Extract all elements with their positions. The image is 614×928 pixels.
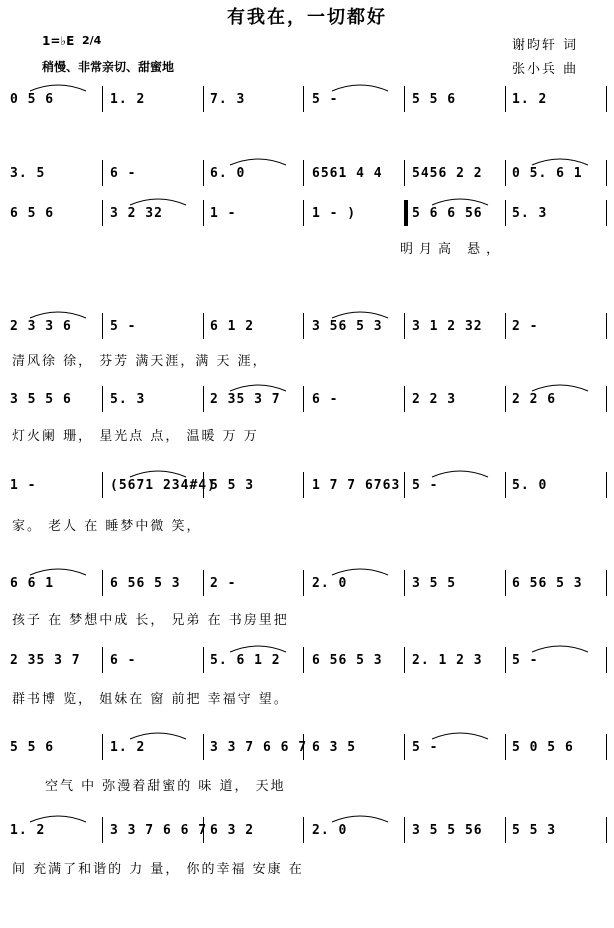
barline <box>102 472 103 498</box>
barline <box>102 313 103 339</box>
barline <box>303 160 304 186</box>
lyrics-line: 家。 老人 在 睡梦中微 笑， <box>12 519 202 534</box>
slur-mark <box>28 82 88 92</box>
barline <box>303 313 304 339</box>
barline <box>404 647 405 673</box>
barline <box>606 472 607 498</box>
measure: 2 35 3 7 <box>10 653 81 668</box>
slur-mark <box>228 643 288 653</box>
barline <box>203 570 204 596</box>
barline <box>303 570 304 596</box>
measure: 3 5 5 <box>412 576 457 591</box>
barline <box>404 313 405 339</box>
measure: 2 2 6 <box>512 392 557 407</box>
measure: 6. 0 <box>210 166 246 181</box>
slur-mark <box>430 730 490 740</box>
measure: 2 3 3 6 <box>10 319 72 334</box>
barline <box>203 647 204 673</box>
barline <box>303 86 304 112</box>
measure: 3. 5 <box>10 166 46 181</box>
barline <box>606 200 607 226</box>
slur-mark <box>28 813 88 823</box>
measure: 0 5. 6 1 <box>512 166 583 181</box>
barline <box>505 86 506 112</box>
measure: 6 3 2 <box>210 823 255 838</box>
measure: 1. 2 <box>512 92 548 107</box>
slur-mark <box>330 813 390 823</box>
measure: 3 5 5 6 <box>10 392 72 407</box>
barline <box>404 570 405 596</box>
measure: 5 - <box>312 92 339 107</box>
measure: 1 7 7 6763 <box>312 478 401 493</box>
measure: 5 - <box>110 319 137 334</box>
slur-mark <box>28 309 88 319</box>
measure: 5 - <box>512 653 539 668</box>
lyrics-line: 灯火阑 珊， 星光点 点， 温暖 万 万 <box>12 429 259 444</box>
measure: 7. 3 <box>210 92 246 107</box>
barline <box>505 313 506 339</box>
barline <box>203 86 204 112</box>
measure: 6 - <box>312 392 339 407</box>
measure: 5. 3 <box>110 392 146 407</box>
measure: 5. 0 <box>512 478 548 493</box>
barline <box>102 647 103 673</box>
measure: 3 3 7 6 6 7 <box>210 740 308 755</box>
slur-mark <box>330 82 390 92</box>
barline <box>404 386 405 412</box>
slur-mark <box>530 156 590 166</box>
measure: 1. 2 <box>110 740 146 755</box>
barline <box>606 570 607 596</box>
barline <box>505 647 506 673</box>
barline <box>203 200 204 226</box>
slur-mark <box>430 468 490 478</box>
key-signature: 1=♭E <box>42 34 75 48</box>
double-barline <box>405 200 408 226</box>
measure: 6 3 5 <box>312 740 357 755</box>
measure: 2 35 3 7 <box>210 392 281 407</box>
barline <box>606 313 607 339</box>
lyrics-line: 空气 中 弥漫着甜蜜的 味 道， 天地 <box>45 779 286 794</box>
barline <box>303 817 304 843</box>
measure: 5. 6 1 2 <box>210 653 281 668</box>
measure: 2. 1 2 3 <box>412 653 483 668</box>
measure: 6 - <box>110 166 137 181</box>
measure: 5. 3 <box>512 206 548 221</box>
slur-mark <box>330 566 390 576</box>
barline <box>102 817 103 843</box>
barline <box>404 734 405 760</box>
measure: 5 5 6 <box>10 740 55 755</box>
measure: 1. 2 <box>110 92 146 107</box>
barline <box>404 86 405 112</box>
barline <box>303 386 304 412</box>
barline <box>505 734 506 760</box>
barline <box>404 160 405 186</box>
measure: 2 - <box>210 576 237 591</box>
slur-mark <box>430 196 490 206</box>
measure: 6 5 6 <box>10 206 55 221</box>
slur-mark <box>330 309 390 319</box>
measure: 1 - <box>210 206 237 221</box>
measure: 5 5 3 <box>210 478 255 493</box>
slur-mark <box>128 196 188 206</box>
measure: 5 0 5 6 <box>512 740 574 755</box>
slur-mark <box>228 382 288 392</box>
measure: 5 5 6 <box>412 92 457 107</box>
barline <box>203 386 204 412</box>
barline <box>505 160 506 186</box>
barline <box>606 647 607 673</box>
barline <box>203 160 204 186</box>
measure: 5 6 6 56 <box>412 206 483 221</box>
barline <box>303 472 304 498</box>
measure: 6 6 1 <box>10 576 55 591</box>
barline <box>303 647 304 673</box>
measure: 3 1 2 32 <box>412 319 483 334</box>
barline <box>606 734 607 760</box>
measure: 5 - <box>412 478 439 493</box>
measure: 2. 0 <box>312 576 348 591</box>
barline <box>505 817 506 843</box>
lyrics-line: 清风徐 徐， 芬芳 满天涯，满 天 涯， <box>12 354 268 369</box>
slur-mark <box>530 643 590 653</box>
measure: 2. 0 <box>312 823 348 838</box>
barline <box>505 570 506 596</box>
measure: 2 - <box>512 319 539 334</box>
barline <box>102 570 103 596</box>
barline <box>505 386 506 412</box>
measure: 3 56 5 3 <box>312 319 383 334</box>
measure: 1 - <box>10 478 37 493</box>
slur-mark <box>128 468 188 478</box>
measure: 1 - ) <box>312 206 357 221</box>
lyricist-credit: 谢昀轩 词 <box>512 38 579 53</box>
page-title: 有我在，一切都好 <box>227 7 387 28</box>
measure: 5456 2 2 <box>412 166 483 181</box>
measure: 3 3 7 6 6 7 <box>110 823 208 838</box>
measure: 3 5 5 56 <box>412 823 483 838</box>
barline <box>606 817 607 843</box>
barline <box>102 160 103 186</box>
measure: (5671 234#4) <box>110 478 216 493</box>
measure: 6 1 2 <box>210 319 255 334</box>
barline <box>303 200 304 226</box>
slur-mark <box>128 730 188 740</box>
measure: 3 2 32 <box>110 206 163 221</box>
barline <box>505 472 506 498</box>
barline <box>102 86 103 112</box>
measure: 6 - <box>110 653 137 668</box>
barline <box>606 386 607 412</box>
measure: 6 56 5 3 <box>312 653 383 668</box>
slur-mark <box>530 382 590 392</box>
barline <box>606 160 607 186</box>
expression-marking: 稍慢、非常亲切、甜蜜地 <box>42 60 175 74</box>
lyrics-line: 孩子 在 梦想中成 长， 兄弟 在 书房里把 <box>12 613 289 628</box>
barline <box>203 734 204 760</box>
barline <box>404 472 405 498</box>
barline <box>404 817 405 843</box>
measure: 6 56 5 3 <box>110 576 181 591</box>
measure: 6561 4 4 <box>312 166 383 181</box>
barline <box>606 86 607 112</box>
measure: 5 5 3 <box>512 823 557 838</box>
lyrics-line: 明月高 悬， <box>400 242 506 257</box>
measure: 1. 2 <box>10 823 46 838</box>
composer-credit: 张小兵 曲 <box>512 62 579 77</box>
barline <box>102 200 103 226</box>
barline <box>102 386 103 412</box>
measure: 6 56 5 3 <box>512 576 583 591</box>
lyrics-line: 间 充满了和谐的 力 量， 你的幸福 安康 在 <box>12 862 304 877</box>
time-signature: 2/4 <box>82 34 102 47</box>
barline <box>102 734 103 760</box>
slur-mark <box>228 156 288 166</box>
slur-mark <box>28 566 88 576</box>
barline <box>505 200 506 226</box>
measure: 5 - <box>412 740 439 755</box>
barline <box>203 313 204 339</box>
measure: 2 2 3 <box>412 392 457 407</box>
measure: 0 5 6 <box>10 92 55 107</box>
lyrics-line: 群书博 览， 姐妹在 窗 前把 幸福守 望。 <box>12 692 289 707</box>
